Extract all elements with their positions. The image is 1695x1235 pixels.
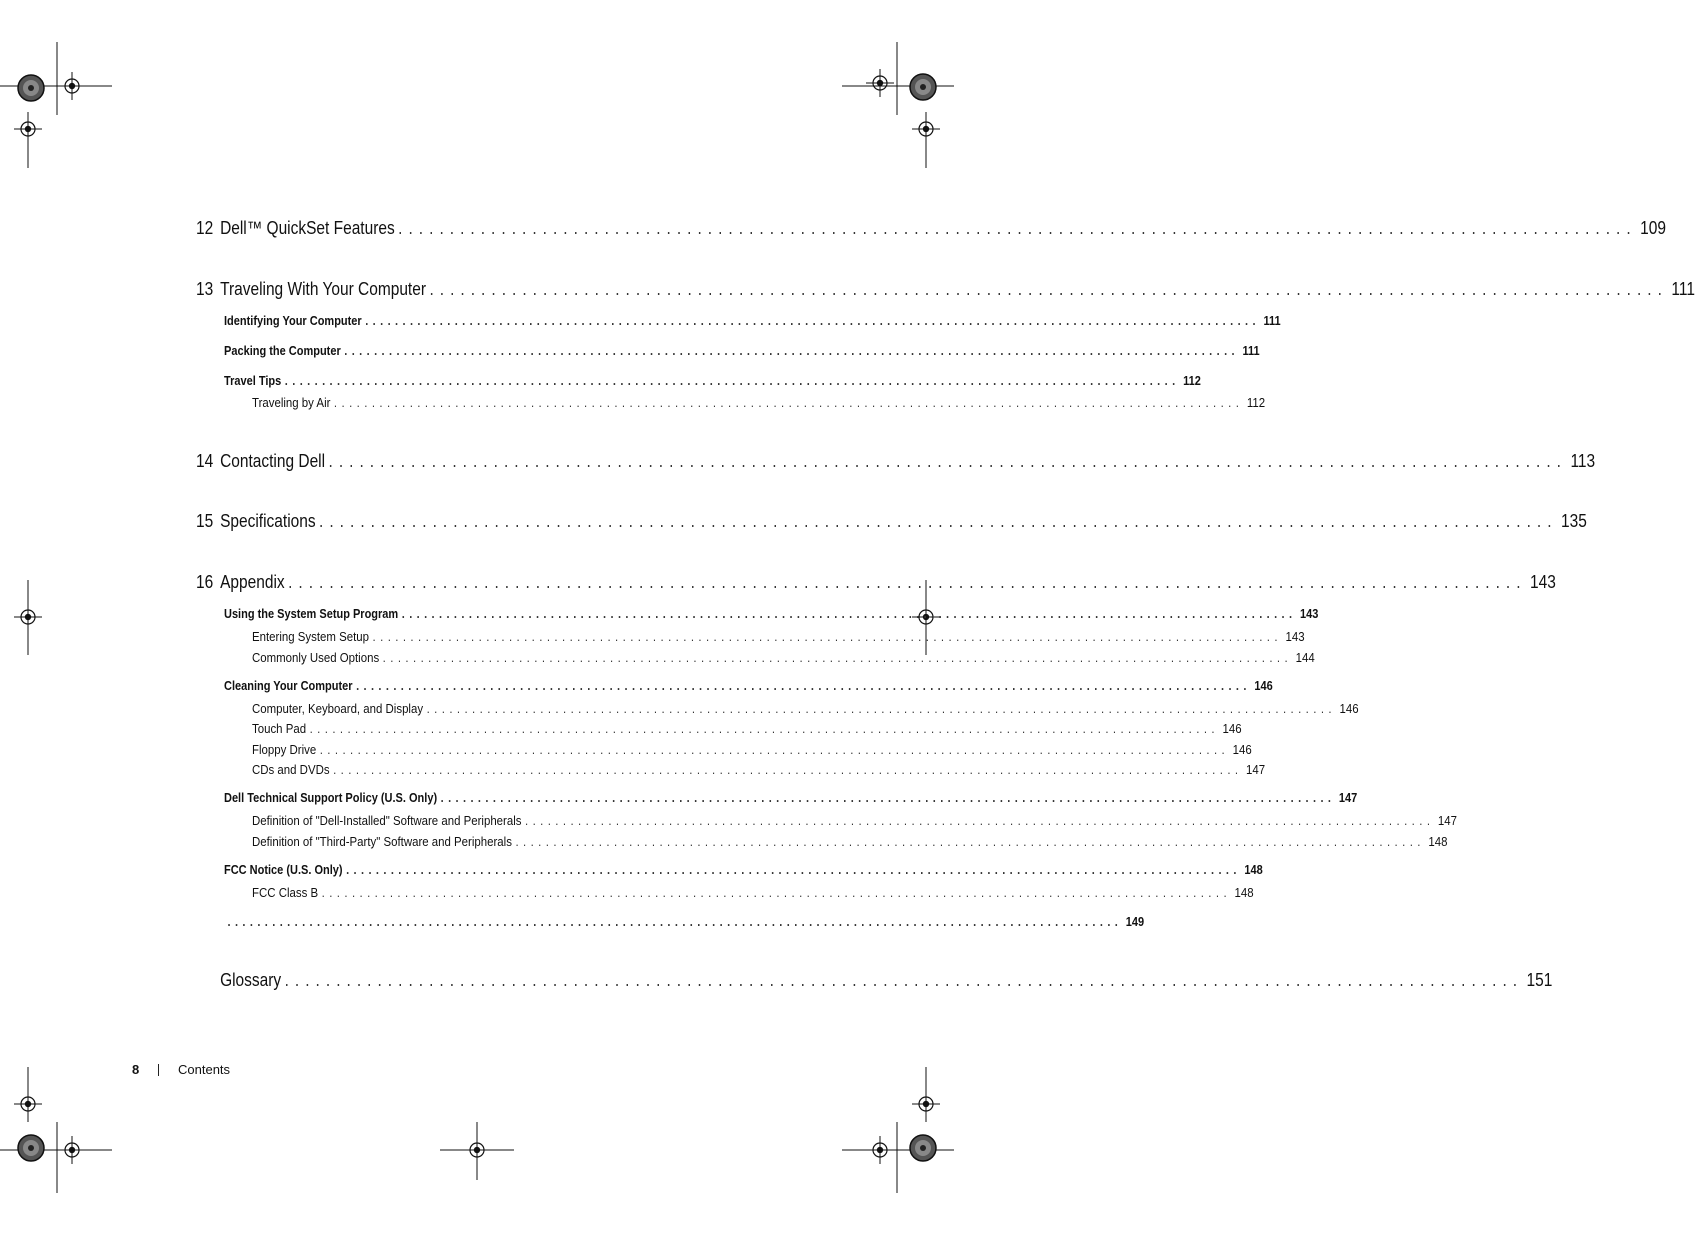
toc-entry-title: Cleaning Your Computer [224, 679, 353, 693]
toc-entry-page: 148 [1234, 885, 1254, 900]
toc-entry[interactable] [196, 218, 1666, 239]
toc-entry-title: Commonly Used Options [252, 650, 380, 665]
toc-entry-title: Entering System Setup [252, 629, 370, 644]
leader-dots: ........................................................................................................................ [429, 279, 1668, 299]
leader-dots: ........................................................................................................................ [284, 970, 1524, 990]
footer-divider [158, 1064, 159, 1076]
toc-entry[interactable] [224, 791, 1358, 805]
toc-entry-page: 146 [1254, 679, 1273, 693]
toc-entry[interactable] [224, 344, 1260, 358]
toc-entry-title: Identifying Your Computer [224, 314, 362, 328]
chapter-number: 13 [196, 279, 214, 299]
toc-entry-page: 143 [1285, 629, 1305, 644]
color-target-icon [18, 1135, 44, 1161]
toc-entry-page: 135 [1560, 511, 1587, 531]
toc-entry-title: Definition of "Dell-Installed" Software and Peripherals [252, 813, 522, 828]
toc-entry[interactable] [196, 451, 1596, 472]
leader-dots: ........................................................................................................................ [346, 863, 1241, 877]
toc-entry-page: 148 [1244, 863, 1263, 877]
page-number: 8 [132, 1062, 140, 1077]
toc-entry-title: Floppy Drive [252, 742, 317, 757]
leader-dots: ........................................................................................................................ [284, 374, 1180, 388]
leader-dots: ........................................................................................................................ [333, 762, 1243, 777]
toc-entry-page: 146 [1222, 721, 1242, 736]
toc-entry-page: 146 [1232, 742, 1252, 757]
leader-dots: ........................................................................................................................ [321, 885, 1232, 900]
toc-entry-page: 147 [1437, 813, 1458, 828]
toc-entry-title: FCC Notice (U.S. Only) [224, 863, 343, 877]
toc-entry-title: Traveling by Air [252, 395, 331, 410]
leader-dots: ........................................................................................................................ [426, 701, 1336, 716]
toc-entry[interactable] [252, 701, 1359, 716]
toc-entry[interactable] [252, 629, 1305, 644]
toc-entry-title: Travel Tips [224, 374, 282, 388]
chapter-number: 12 [196, 218, 214, 238]
toc-entry-title: Definition of "Third-Party" Software and Peripherals [252, 834, 512, 849]
toc-entry-page: 149 [1125, 915, 1145, 929]
toc-entry-title: Using the System Setup Program [224, 607, 399, 621]
registration-crosshair-icon [14, 115, 42, 143]
registration-crosshair-icon [866, 69, 894, 97]
toc-entry-title: Dell™ QuickSet Features [220, 218, 395, 238]
toc-entry[interactable] [252, 885, 1254, 900]
leader-dots: ........................................................................................................................ [382, 650, 1293, 665]
leader-dots: ........................................................................................................................ [288, 572, 1527, 592]
leader-dots: ........................................................................................................................ [319, 511, 1558, 531]
toc-entry-page: 113 [1570, 451, 1596, 471]
toc-entry[interactable] [196, 572, 1556, 593]
toc-entry-page: 111 [1671, 279, 1695, 299]
registration-crosshair-icon [463, 1136, 491, 1164]
toc-entry[interactable] [196, 511, 1587, 532]
toc-entry[interactable] [252, 834, 1448, 849]
toc-entry-page: 111 [1263, 314, 1281, 328]
toc-entry-title: Appendix [220, 572, 285, 592]
toc-entry[interactable] [224, 607, 1319, 621]
toc-entry[interactable] [252, 721, 1242, 736]
toc-entry-title: CDs and DVDs [252, 762, 330, 777]
toc-entry-page: 151 [1526, 970, 1553, 990]
leader-dots: ........................................................................................................................ [227, 915, 1123, 929]
toc-entry-page: 112 [1246, 395, 1266, 410]
toc-entry-page: 109 [1640, 218, 1666, 238]
toc-entry-title: FCC Class B [252, 885, 319, 900]
toc-entry[interactable] [196, 970, 1553, 991]
registration-crosshair-icon [58, 1136, 86, 1164]
toc-entry[interactable] [252, 395, 1266, 410]
toc-entry[interactable] [224, 863, 1263, 877]
toc-entry-page: 146 [1339, 701, 1359, 716]
toc-entry[interactable] [252, 762, 1266, 777]
color-target-icon [910, 1135, 936, 1161]
leader-dots: ........................................................................................................................ [328, 451, 1568, 471]
color-target-icon [18, 75, 44, 101]
toc-entry-title: Contacting Dell [220, 451, 326, 471]
toc-entry-page: 111 [1242, 344, 1260, 358]
toc-entry[interactable] [224, 679, 1273, 693]
toc-entry-title: Specifications [220, 511, 316, 531]
toc-entry-page: 147 [1338, 791, 1358, 805]
toc-entry-title: Touch Pad [252, 721, 307, 736]
toc-entry-title: Computer, Keyboard, and Display [252, 701, 424, 716]
leader-dots: ........................................................................................................................ [515, 834, 1425, 849]
toc-entry-title: Packing the Computer [224, 344, 341, 358]
toc-entry-page: 144 [1295, 650, 1315, 665]
toc-entry[interactable] [224, 374, 1201, 388]
toc-entry-page: 143 [1299, 607, 1319, 621]
chapter-number: 16 [196, 572, 214, 592]
leader-dots: ........................................................................................................................ [365, 314, 1260, 328]
leader-dots: ........................................................................................................................ [398, 218, 1637, 238]
toc-entry-page: 147 [1246, 762, 1266, 777]
registration-crosshair-icon [912, 115, 940, 143]
leader-dots: ........................................................................................................................ [372, 629, 1282, 644]
leader-dots: ........................................................................................................................ [524, 813, 1435, 828]
registration-crosshair-icon [14, 1090, 42, 1118]
leader-dots: ........................................................................................................................ [309, 721, 1219, 736]
leader-dots: ........................................................................................................................ [333, 395, 1244, 410]
leader-dots: ........................................................................................................................ [356, 679, 1251, 693]
toc-entry-title: Glossary [220, 970, 282, 990]
leader-dots: ........................................................................................................................ [401, 607, 1297, 621]
toc-entry-title: Traveling With Your Computer [220, 279, 427, 299]
toc-entry[interactable] [224, 915, 1145, 929]
toc-entry[interactable] [252, 742, 1252, 757]
toc-entry[interactable] [224, 314, 1281, 328]
toc-entry[interactable] [252, 813, 1458, 828]
toc-entry-page: 143 [1530, 572, 1556, 592]
toc-entry[interactable] [196, 279, 1695, 300]
toc-entry-page: 148 [1428, 834, 1448, 849]
toc-entry-page: 112 [1183, 374, 1201, 388]
toc-entry[interactable] [252, 650, 1315, 665]
registration-crosshair-icon [866, 1136, 894, 1164]
color-target-icon [910, 74, 936, 100]
page-footer [132, 1062, 230, 1077]
registration-crosshair-icon [58, 72, 86, 100]
leader-dots: ........................................................................................................................ [319, 742, 1230, 757]
leader-dots: ........................................................................................................................ [440, 791, 1336, 805]
chapter-number: 15 [196, 511, 214, 531]
chapter-number: 14 [196, 451, 214, 471]
registration-crosshair-icon [912, 1090, 940, 1118]
leader-dots: ........................................................................................................................ [344, 344, 1240, 358]
toc-entry-title: Dell Technical Support Policy (U.S. Only) [224, 791, 438, 805]
footer-section-label: Contents [178, 1062, 231, 1077]
registration-crosshair-icon [14, 603, 42, 631]
